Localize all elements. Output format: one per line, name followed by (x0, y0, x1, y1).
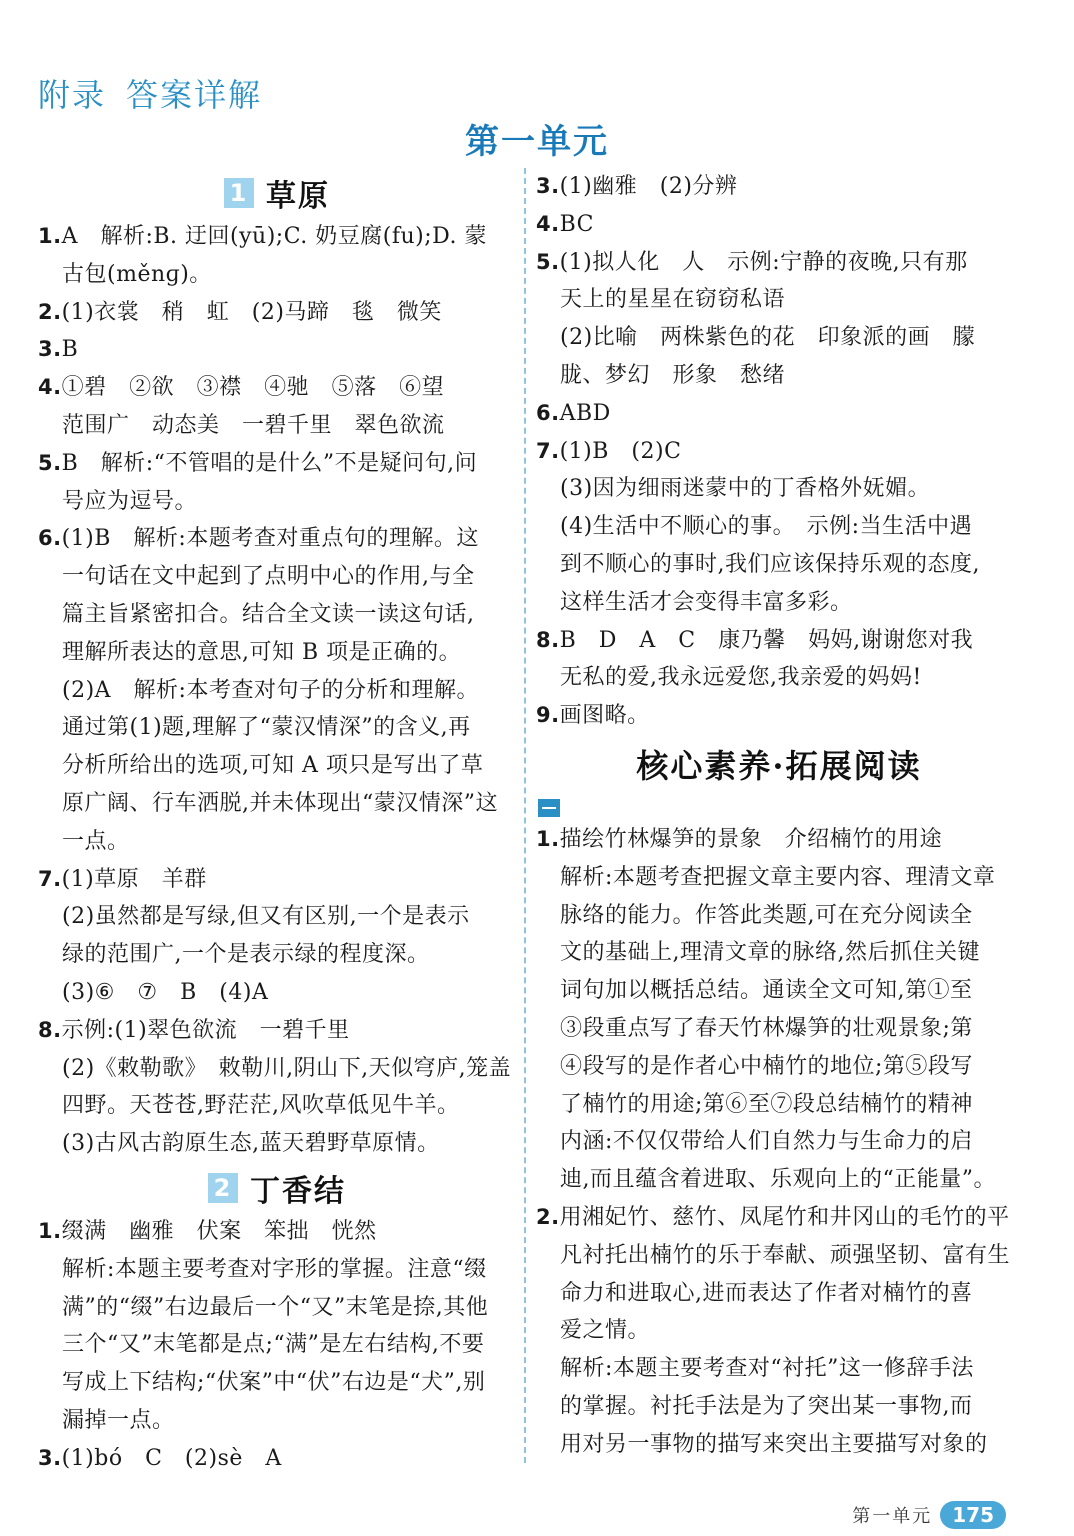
answer-line (536, 319, 1022, 357)
answer-line (38, 1125, 516, 1163)
answer-text: 绿的范围广,一个是表示绿的程度深。 (62, 942, 430, 968)
answer-line (38, 218, 516, 256)
answer-text: (2)虽然都是写绿,但又有区别,一个是表示 (62, 904, 470, 930)
answer-line (536, 1237, 1022, 1275)
question-number: 9. (536, 703, 560, 728)
answer-line (38, 558, 516, 596)
question-number: 7. (38, 866, 62, 891)
answer-line (38, 1289, 516, 1327)
answer-text: B 解析:“不管唱的是什么”不是疑问句,问 (61, 450, 478, 476)
question-number: 3. (38, 337, 62, 362)
unit-title: 第一单元 (465, 122, 609, 162)
answer-line (38, 861, 516, 899)
answer-line (536, 859, 1022, 897)
answer-text: 解析:本题主要考查对“衬托”这一修辞手法 (560, 1356, 974, 1382)
answer-text: 命力和进取心,进而表达了作者对楠竹的喜 (560, 1280, 973, 1306)
answer-line (536, 1161, 1022, 1199)
answer-line (38, 1213, 516, 1251)
answer-line (536, 1123, 1022, 1161)
answer-line (38, 823, 516, 861)
answer-line (38, 1012, 516, 1050)
answer-text: (1)bó C (2)sè A (61, 1445, 282, 1471)
answer-line (536, 1010, 1022, 1048)
answer-text: (2)《敕勒歌》 敕勒川,阴山下,天似穹庐,笼盖 (62, 1055, 512, 1081)
answer-text: (3)⑥ ⑦ B (4)A (62, 979, 269, 1005)
answer-text: (3)古风古韵原生态,蓝天碧野草原情。 (62, 1131, 440, 1157)
answer-text: 天上的星星在窃窃私语 (560, 287, 786, 313)
answer-line (38, 520, 516, 558)
answer-text: 一点。 (62, 828, 130, 854)
answer-line (536, 244, 1022, 282)
extended-reading-answers (536, 821, 1022, 1464)
answer-line (536, 1350, 1022, 1388)
answer-text: 画图略。 (559, 703, 650, 729)
answer-line (38, 407, 516, 445)
section-title: 核心素养·拓展阅读 (636, 746, 922, 785)
question-number: 6. (536, 400, 560, 425)
answers-label: 答案详解 (126, 76, 263, 114)
answer-text: (1)B 解析:本题考查对重点句的理解。这 (61, 526, 479, 552)
appendix-header (38, 70, 262, 116)
answer-text: ABD (559, 400, 611, 426)
appendix-label: 附录 (38, 76, 107, 114)
answer-line (38, 785, 516, 823)
lesson-number-badge: 1 (224, 178, 254, 208)
answer-text: 满”的“缀”右边最后一个“又”末笔是捺,其他 (62, 1294, 489, 1320)
answer-text: 古包(měnɡ)。 (62, 261, 212, 287)
question-number: 1. (38, 224, 62, 248)
column-divider (524, 168, 526, 1463)
question-number: 4. (536, 211, 560, 236)
lesson-number-badge: 2 (208, 1173, 238, 1203)
answer-line (536, 972, 1022, 1010)
answer-line (536, 659, 1022, 697)
answer-text: 篇主旨紧密扣合。结合全文读一读这句话, (62, 601, 475, 627)
answer-text: 分析所给出的选项,可知 A 项只是写出了草 (62, 753, 484, 779)
answer-line (38, 974, 516, 1012)
answer-text: A 解析:B. 迂回(yū);C. 奶豆腐(fu);D. 蒙 (61, 224, 487, 249)
question-number: 4. (38, 375, 62, 400)
answer-text: 的掌握。衬托手法是为了突出某一事物,而 (560, 1393, 973, 1419)
passage-one-icon (538, 799, 560, 817)
answer-text: (3)因为细雨迷蒙中的丁香格外妩媚。 (560, 476, 931, 502)
answer-line (38, 331, 516, 369)
answer-line (536, 1312, 1022, 1350)
answer-text: 写成上下结构;“伏案”中“伏”右边是“犬”,别 (62, 1370, 486, 1396)
answer-text: ④段写的是作者心中楠竹的地位;第⑤段写 (560, 1053, 973, 1079)
answer-line (38, 672, 516, 710)
answer-line (38, 596, 516, 634)
answer-text: 原广阔、行车洒脱,并未体现出“蒙汉情深”这 (62, 790, 498, 816)
lesson-title: 丁香结 (250, 1173, 346, 1209)
answer-text: 漏掉一点。 (62, 1407, 175, 1433)
answer-line (536, 697, 1022, 735)
answer-text: 到不顺心的事时,我们应该保持乐观的态度, (560, 551, 980, 577)
answer-line (536, 357, 1022, 395)
answer-line (536, 433, 1022, 471)
answer-line (38, 1364, 516, 1402)
answer-text: 词句加以概括总结。通读全文可知,第①至 (560, 978, 973, 1004)
answer-text: 胧、梦幻 形象 愁绪 (560, 362, 786, 388)
answer-text: 描绘竹林爆笋的景象 介绍楠竹的用途 (559, 826, 943, 852)
answer-text: 用对另一事物的描写来突出主要描写对象的 (560, 1431, 988, 1457)
answer-line (536, 1086, 1022, 1124)
answer-text: 凡衬托出楠竹的乐于奉献、顽强坚韧、富有生 (560, 1242, 1011, 1268)
answer-line (38, 936, 516, 974)
answer-text: (1)拟人化 人 示例:宁静的夜晚,只有那 (559, 249, 968, 275)
answer-line (38, 1087, 516, 1125)
answer-line (38, 1402, 516, 1440)
right-column (536, 168, 1022, 1464)
answer-line (536, 395, 1022, 433)
question-number: 2. (536, 1204, 560, 1229)
answer-line (536, 1426, 1022, 1464)
left-column (38, 168, 516, 1478)
answer-line (38, 1251, 516, 1289)
answer-text: 号应为逗号。 (62, 488, 198, 514)
answer-text: (2)A 解析:本考查对句子的分析和理解。 (62, 677, 479, 703)
question-number: 3. (38, 1445, 62, 1470)
lesson-2-answers (38, 1213, 516, 1478)
lesson-2-heading (38, 1163, 516, 1213)
answer-line (38, 294, 516, 332)
answer-line (536, 584, 1022, 622)
answer-line (38, 369, 516, 407)
lesson-title: 草原 (266, 179, 330, 214)
answer-line (38, 483, 516, 521)
question-number: 2. (38, 299, 62, 324)
answer-text: BC (559, 211, 595, 237)
answer-line (38, 1440, 516, 1478)
answer-line (38, 634, 516, 672)
answer-text: (1)衣裳 稍 虹 (2)马蹄 毯 微笑 (61, 299, 442, 325)
question-number: 7. (536, 438, 560, 463)
answer-text: 解析:本题考查把握文章主要内容、理清文章 (560, 864, 996, 890)
answer-text: (4)生活中不顺心的事。 示例:当生活中遇 (560, 514, 973, 540)
answer-text: 了楠竹的用途;第⑥至⑦段总结楠竹的精神 (560, 1091, 973, 1117)
answer-text: 三个“又”末笔都是点;“满”是左右结构,不要 (62, 1332, 485, 1358)
answer-line (536, 622, 1022, 660)
answer-line (536, 508, 1022, 546)
answer-text: (1)草原 羊群 (61, 866, 207, 892)
question-number: 5. (536, 249, 560, 274)
answer-text: 缀满 幽雅 伏案 笨拙 恍然 (61, 1218, 377, 1244)
answer-line (536, 934, 1022, 972)
lesson-1-answers (38, 218, 516, 1163)
answer-text: 文的基础上,理清文章的脉络,然后抓住关键 (560, 940, 980, 966)
page-number: 175 (940, 1501, 1006, 1529)
answer-line (38, 1326, 516, 1364)
answer-line (536, 168, 1022, 206)
answer-line (536, 206, 1022, 244)
answer-text: 迪,而且蕴含着进取、乐观向上的“正能量”。 (560, 1167, 996, 1193)
answer-text: 示例:(1)翠色欲流 一碧千里 (61, 1017, 350, 1043)
answer-text: (1)幽雅 (2)分辨 (559, 174, 738, 199)
answer-line (536, 470, 1022, 508)
question-number: 3. (536, 174, 560, 198)
answer-text: (2)比喻 两株紫色的花 印象派的画 朦 (560, 325, 976, 351)
answer-line (536, 821, 1022, 859)
answer-line (536, 897, 1022, 935)
answer-text: B D A C 康乃馨 妈妈,谢谢您对我 (559, 627, 974, 653)
answer-text: 通过第(1)题,理解了“蒙汉情深”的含义,再 (62, 715, 471, 741)
question-number: 6. (38, 526, 62, 551)
answer-line (38, 747, 516, 785)
footer-unit: 第一单元 (852, 1506, 933, 1527)
answer-line (38, 445, 516, 483)
answer-line (536, 546, 1022, 584)
question-number: 5. (38, 450, 62, 475)
answer-text: ①碧 ②欲 ③襟 ④驰 ⑤落 ⑥望 (61, 375, 445, 401)
answer-line (536, 1388, 1022, 1426)
answer-line (38, 709, 516, 747)
question-number: 1. (38, 1218, 62, 1243)
answer-text: 无私的爱,我永远爱您,我亲爱的妈妈! (560, 665, 922, 691)
answer-text: 理解所表达的意思,可知 B 项是正确的。 (62, 639, 462, 665)
answer-line (536, 1275, 1022, 1313)
answer-text: 脉络的能力。作答此类题,可在充分阅读全 (560, 902, 973, 928)
answer-text: 解析:本题主要考查对字形的掌握。注意“缀 (62, 1256, 487, 1282)
answer-text: 一句话在文中起到了点明中心的作用,与全 (62, 564, 475, 590)
question-number: 1. (536, 826, 560, 851)
lesson-2-answers-continued (536, 168, 1022, 735)
answer-line (38, 1050, 516, 1088)
answer-line (536, 1048, 1022, 1086)
answer-text: 范围广 动态美 一碧千里 翠色欲流 (62, 412, 445, 438)
answer-text: 爱之情。 (560, 1318, 651, 1344)
answer-line (38, 898, 516, 936)
answer-text: 用湘妃竹、慈竹、凤尾竹和井冈山的毛竹的平 (559, 1204, 1010, 1230)
answer-text: (1)B (2)C (559, 438, 682, 464)
answer-text: B (61, 337, 79, 363)
answer-text: ③段重点写了春天竹林爆笋的壮观景象;第 (560, 1015, 973, 1041)
page-footer (852, 1500, 1006, 1530)
answer-line (38, 256, 516, 294)
question-number: 8. (38, 1017, 62, 1042)
answer-line (536, 281, 1022, 319)
answer-text: 这样生活才会变得丰富多彩。 (560, 589, 853, 615)
answer-line (536, 1199, 1022, 1237)
lesson-1-heading (38, 168, 516, 218)
answer-text: 内涵:不仅仅带给人们自然力与生命力的启 (560, 1129, 973, 1155)
question-number: 8. (536, 627, 560, 652)
answer-text: 四野。天苍苍,野茫茫,风吹草低见牛羊。 (62, 1093, 460, 1119)
